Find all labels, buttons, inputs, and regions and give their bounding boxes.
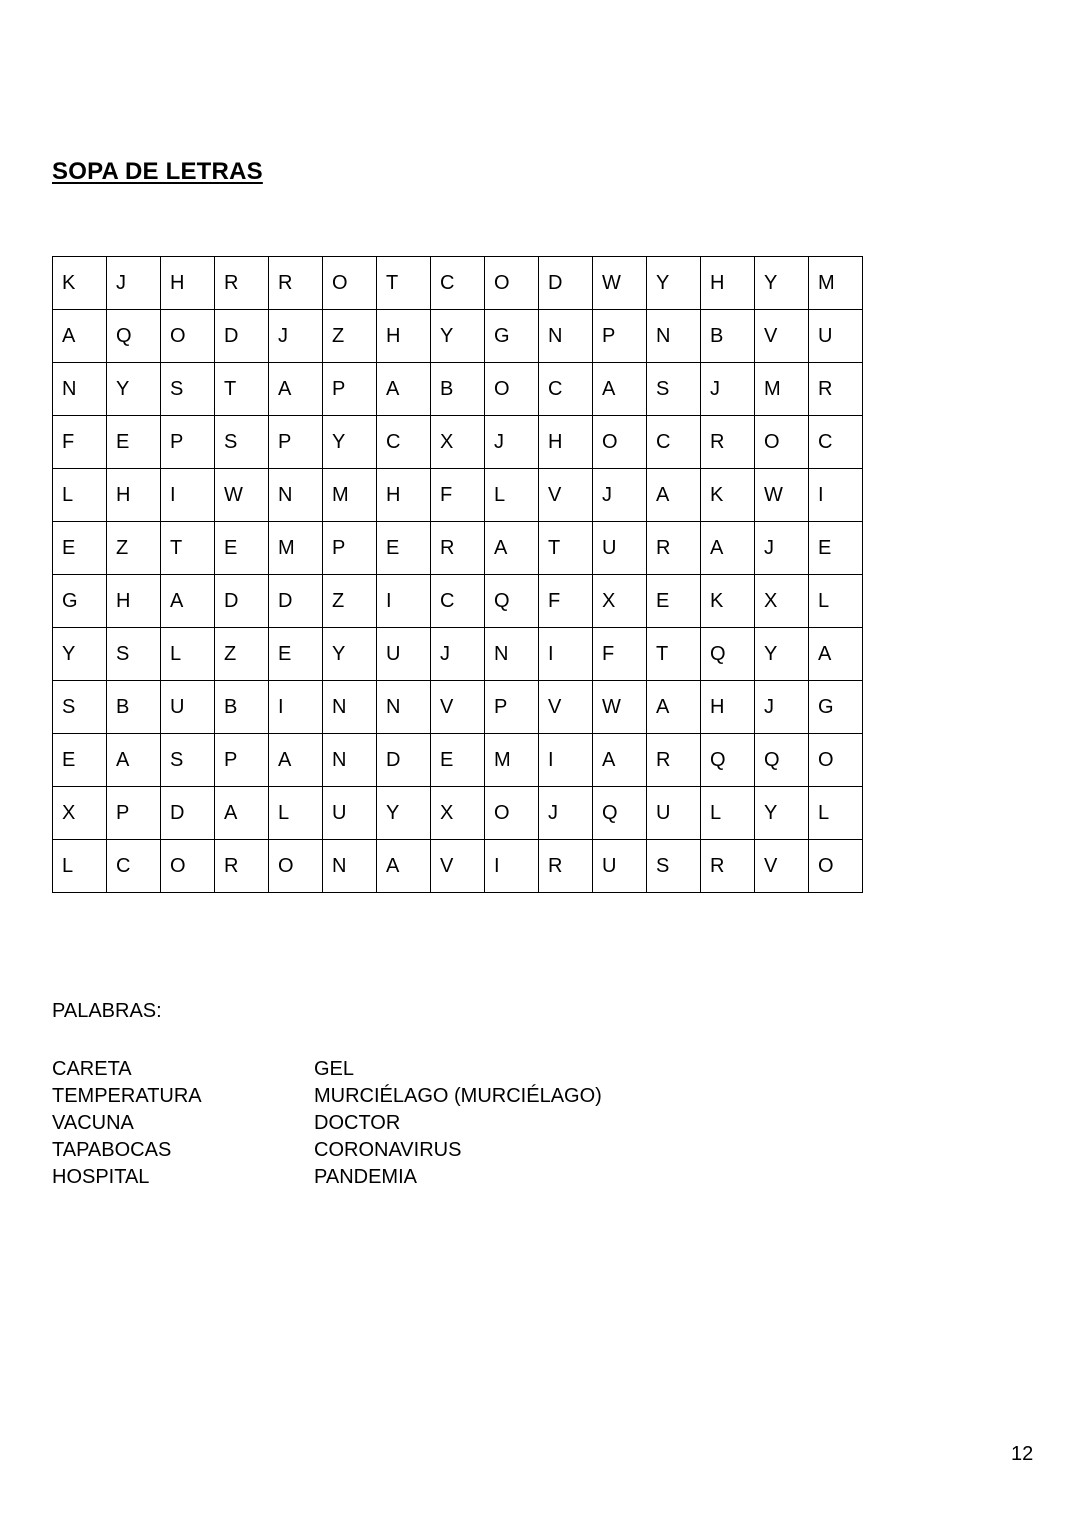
grid-cell: L [809,575,863,628]
grid-cell: Y [431,310,485,363]
grid-cell: P [161,416,215,469]
grid-cell: R [269,257,323,310]
grid-cell: P [485,681,539,734]
grid-cell: Z [107,522,161,575]
grid-cell: S [53,681,107,734]
grid-cell: H [701,257,755,310]
grid-cell: I [269,681,323,734]
grid-cell: D [269,575,323,628]
grid-cell: M [269,522,323,575]
grid-cell: H [377,469,431,522]
word-list-item: TAPABOCAS [52,1139,172,1161]
grid-cell: Q [701,628,755,681]
grid-cell: Y [323,416,377,469]
word-list-item: MURCIÉLAGO (MURCIÉLAGO) [314,1085,602,1107]
grid-cell: A [215,787,269,840]
grid-cell: Y [323,628,377,681]
grid-cell: A [107,734,161,787]
grid-cell: U [161,681,215,734]
grid-cell: B [215,681,269,734]
grid-cell: N [539,310,593,363]
grid-cell: A [377,840,431,893]
grid-cell: G [485,310,539,363]
grid-cell: D [215,575,269,628]
grid-row [53,787,863,840]
grid-cell: Q [593,787,647,840]
grid-cell: C [809,416,863,469]
grid-cell: Q [755,734,809,787]
grid-cell: E [53,734,107,787]
grid-row [53,257,863,310]
grid-cell: J [755,681,809,734]
grid-cell: A [701,522,755,575]
grid-cell: C [539,363,593,416]
grid-cell: C [377,416,431,469]
word-search-grid [52,256,863,893]
page-title: SOPA DE LETRAS [52,158,263,185]
grid-cell: Z [215,628,269,681]
grid-cell: O [809,840,863,893]
grid-cell: W [215,469,269,522]
grid-cell: R [647,734,701,787]
grid-cell: H [107,469,161,522]
grid-cell: G [53,575,107,628]
grid-cell: J [593,469,647,522]
grid-cell: I [539,734,593,787]
grid-cell: A [647,469,701,522]
grid-cell: B [431,363,485,416]
grid-cell: D [377,734,431,787]
grid-cell: N [53,363,107,416]
grid-cell: R [539,840,593,893]
grid-cell: C [431,575,485,628]
grid-cell: P [215,734,269,787]
grid-cell: Y [755,257,809,310]
grid-cell: Y [755,787,809,840]
grid-cell: H [107,575,161,628]
word-list-item: DOCTOR [314,1112,401,1134]
grid-cell: U [647,787,701,840]
grid-cell: N [323,840,377,893]
grid-cell: A [269,734,323,787]
grid-row [53,734,863,787]
grid-cell: A [53,310,107,363]
grid-cell: E [107,416,161,469]
grid-cell: I [377,575,431,628]
grid-cell: L [485,469,539,522]
grid-cell: T [215,363,269,416]
grid-cell: Z [323,310,377,363]
grid-cell: P [593,310,647,363]
word-list-item: GEL [314,1058,355,1080]
grid-cell: D [215,310,269,363]
word-list-right [314,1056,602,1191]
grid-cell: X [431,787,485,840]
grid-cell: H [701,681,755,734]
grid-cell: P [323,363,377,416]
grid-cell: J [107,257,161,310]
grid-cell: A [809,628,863,681]
grid-cell: N [647,310,701,363]
grid-cell: A [485,522,539,575]
grid-row [53,522,863,575]
grid-cell: W [593,257,647,310]
grid-cell: J [431,628,485,681]
grid-row [53,575,863,628]
grid-cell: I [485,840,539,893]
grid-cell: H [161,257,215,310]
word-list-item: CORONAVIRUS [314,1139,462,1161]
grid-cell: U [377,628,431,681]
grid-cell: X [53,787,107,840]
grid-cell: Y [755,628,809,681]
grid-cell: E [647,575,701,628]
grid-cell: C [107,840,161,893]
grid-cell: F [431,469,485,522]
word-list-item: CARETA [52,1058,132,1080]
grid-cell: P [107,787,161,840]
grid-cell: E [809,522,863,575]
grid-cell: J [269,310,323,363]
grid-cell: T [539,522,593,575]
grid-cell: E [215,522,269,575]
word-list-left [52,1056,202,1191]
grid-cell: V [755,310,809,363]
grid-row [53,416,863,469]
grid-cell: H [539,416,593,469]
grid-cell: V [431,840,485,893]
grid-cell: I [539,628,593,681]
grid-row [53,628,863,681]
grid-cell: O [485,363,539,416]
grid-cell: E [431,734,485,787]
grid-cell: S [161,363,215,416]
grid-cell: J [539,787,593,840]
grid-cell: R [215,840,269,893]
grid-cell: P [269,416,323,469]
grid-cell: C [647,416,701,469]
grid-cell: O [323,257,377,310]
grid-cell: S [215,416,269,469]
grid-cell: L [161,628,215,681]
grid-cell: X [755,575,809,628]
grid-cell: M [485,734,539,787]
grid-cell: O [161,310,215,363]
grid-row [53,363,863,416]
grid-cell: L [701,787,755,840]
grid-cell: U [809,310,863,363]
grid-cell: O [809,734,863,787]
grid-row [53,469,863,522]
grid-cell: K [701,469,755,522]
grid-cell: R [647,522,701,575]
grid-cell: J [485,416,539,469]
grid-cell: Q [107,310,161,363]
grid-cell: A [647,681,701,734]
grid-cell: O [755,416,809,469]
grid-cell: I [809,469,863,522]
grid-row [53,681,863,734]
grid-cell: S [647,363,701,416]
grid-cell: A [161,575,215,628]
grid-cell: K [53,257,107,310]
grid-cell: S [161,734,215,787]
grid-cell: Z [323,575,377,628]
grid-cell: Y [107,363,161,416]
grid-cell: E [269,628,323,681]
grid-cell: O [485,787,539,840]
grid-cell: U [593,522,647,575]
grid-cell: A [377,363,431,416]
grid-cell: D [161,787,215,840]
grid-cell: E [53,522,107,575]
grid-cell: B [701,310,755,363]
grid-cell: A [593,363,647,416]
grid-cell: R [809,363,863,416]
grid-cell: F [539,575,593,628]
grid-cell: N [323,681,377,734]
grid-cell: L [53,840,107,893]
grid-cell: Q [701,734,755,787]
grid-cell: G [809,681,863,734]
grid-cell: S [107,628,161,681]
grid-cell: E [377,522,431,575]
grid-cell: W [755,469,809,522]
grid-cell: O [485,257,539,310]
grid-cell: N [323,734,377,787]
grid-cell: R [431,522,485,575]
grid-cell: M [755,363,809,416]
grid-cell: K [701,575,755,628]
grid-cell: L [53,469,107,522]
grid-cell: W [593,681,647,734]
grid-cell: X [431,416,485,469]
grid-cell: V [755,840,809,893]
word-list-item: HOSPITAL [52,1166,150,1188]
grid-cell: U [593,840,647,893]
grid-cell: J [755,522,809,575]
grid-row [53,310,863,363]
grid-cell: P [323,522,377,575]
grid-cell: R [701,416,755,469]
grid-cell: O [269,840,323,893]
grid-cell: Y [647,257,701,310]
grid-cell: U [323,787,377,840]
grid-cell: F [593,628,647,681]
grid-cell: M [323,469,377,522]
grid-cell: Y [377,787,431,840]
grid-cell: H [377,310,431,363]
grid-cell: L [809,787,863,840]
grid-cell: A [593,734,647,787]
grid-cell: O [161,840,215,893]
grid-cell: L [269,787,323,840]
grid-cell: T [161,522,215,575]
grid-cell: R [215,257,269,310]
page-number: 12 [1011,1443,1034,1465]
grid-cell: N [485,628,539,681]
grid-row [53,840,863,893]
grid-cell: J [701,363,755,416]
words-heading: PALABRAS: [52,1000,162,1022]
grid-cell: V [539,469,593,522]
grid-cell: Y [53,628,107,681]
grid-cell: D [539,257,593,310]
grid-cell: M [809,257,863,310]
grid-cell: N [269,469,323,522]
grid-cell: A [269,363,323,416]
grid-cell: C [431,257,485,310]
grid-cell: T [647,628,701,681]
word-list-item: PANDEMIA [314,1166,417,1188]
grid-cell: V [431,681,485,734]
grid-cell: T [377,257,431,310]
grid-cell: N [377,681,431,734]
grid-cell: B [107,681,161,734]
grid-cell: Q [485,575,539,628]
word-list-item: TEMPERATURA [52,1085,202,1107]
grid-cell: F [53,416,107,469]
grid-cell: S [647,840,701,893]
grid-cell: X [593,575,647,628]
grid-cell: O [593,416,647,469]
grid-cell: V [539,681,593,734]
word-list-item: VACUNA [52,1112,134,1134]
grid-cell: I [161,469,215,522]
grid-cell: R [701,840,755,893]
